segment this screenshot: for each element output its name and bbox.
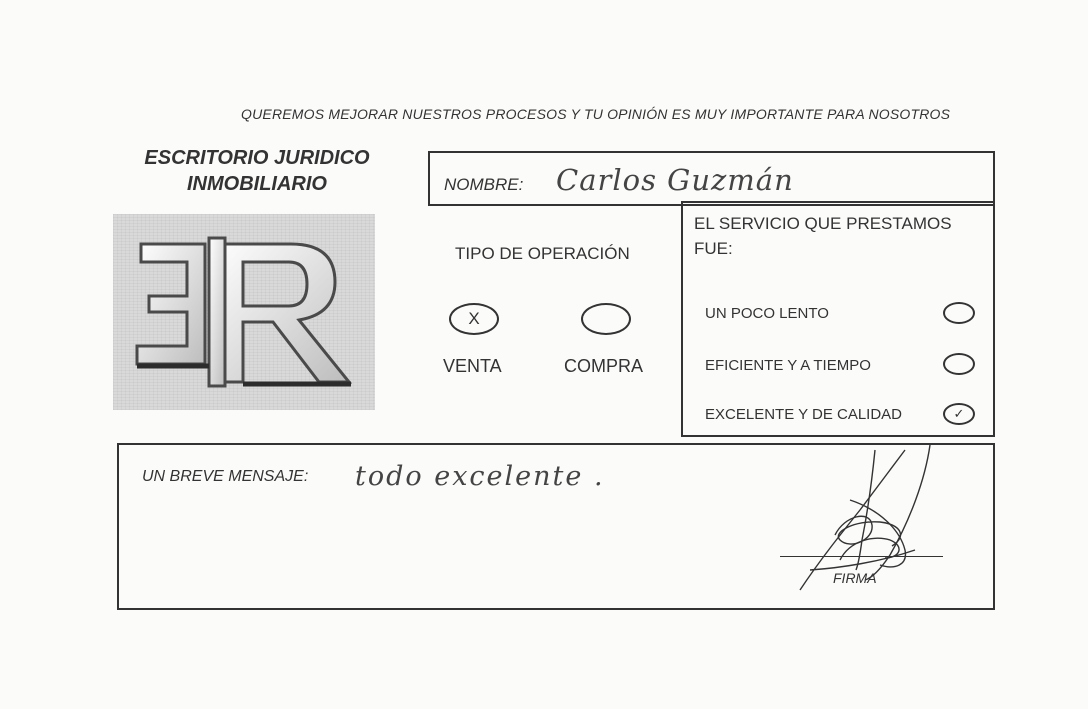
service-question bbox=[694, 211, 984, 261]
service-option-circle-excelente[interactable] bbox=[943, 403, 975, 425]
survey-tagline: QUEREMOS MEJORAR NUESTROS PROCESOS Y TU OPINIÓN ES MUY IMPORTANTE PARA NOSOTROS bbox=[241, 106, 951, 122]
venta-option-label: VENTA bbox=[443, 356, 502, 376]
service-option-circle-lento[interactable] bbox=[943, 302, 975, 324]
service-question-line2: FUE: bbox=[694, 239, 733, 258]
service-question-line1: EL SERVICIO QUE PRESTAMOS bbox=[694, 214, 952, 233]
message-label: UN BREVE MENSAJE: bbox=[142, 468, 309, 485]
company-name-line2: INMOBILIARIO bbox=[187, 173, 327, 195]
venta-option-circle[interactable] bbox=[449, 303, 499, 335]
x-mark-icon: X bbox=[468, 309, 480, 328]
message-value[interactable]: todo excelente . bbox=[355, 461, 605, 492]
compra-option-circle[interactable] bbox=[581, 303, 631, 335]
company-logo bbox=[113, 214, 375, 410]
operation-type-label: TIPO DE OPERACIÓN bbox=[455, 244, 630, 263]
name-label: NOMBRE: bbox=[444, 175, 524, 194]
company-name-line1: ESCRITORIO JURIDICO bbox=[144, 147, 370, 169]
service-option-label-eficiente: EFICIENTE Y A TIEMPO bbox=[705, 357, 871, 374]
service-option-label-lento: UN POCO LENTO bbox=[705, 305, 829, 322]
service-option-circle-eficiente[interactable] bbox=[943, 353, 975, 375]
name-value[interactable]: Carlos Guzmán bbox=[556, 163, 794, 197]
company-name bbox=[112, 145, 402, 197]
check-mark-icon: ✓ bbox=[953, 406, 965, 421]
service-option-label-excelente: EXCELENTE Y DE CALIDAD bbox=[705, 406, 903, 423]
er-monogram-logo bbox=[113, 214, 375, 410]
signature-label: FIRMA bbox=[833, 570, 877, 586]
compra-option-label: COMPRA bbox=[564, 356, 644, 376]
signature-line bbox=[780, 556, 943, 557]
